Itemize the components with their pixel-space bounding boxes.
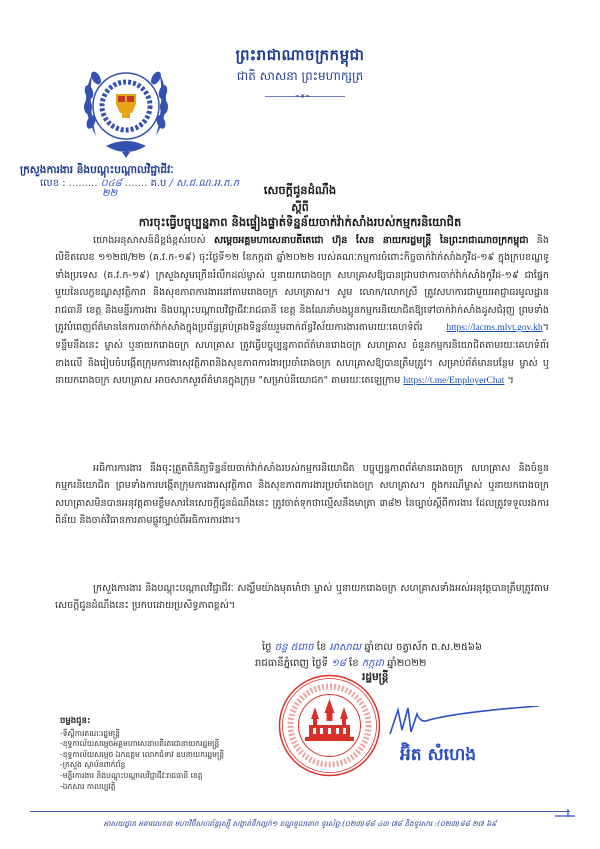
signature-icon	[385, 706, 545, 736]
ref-suffix: គ.ប	[150, 178, 167, 189]
signatory-name: អ៊ិត សំហេង	[400, 745, 477, 765]
national-motto: ជាតិ សាសនា ព្រះមហាក្សត្រ	[236, 69, 364, 83]
cc-item: -ទីស្ដីការគណៈរដ្ឋមន្ត្រី	[60, 728, 120, 738]
ref-slash: /	[169, 178, 173, 189]
cc-item: -ក្រសួង ស្ថាប័នពាក់ព័ន្ធ	[60, 760, 126, 770]
paragraph-1	[55, 232, 549, 391]
p1-end: ។	[504, 375, 514, 387]
month-label: ខែ	[349, 658, 359, 669]
p1-text2: ។ ទន្ទឹមនឹងនេះ ម្ចាស់ ឬនាយករោងចក្រ សហគ្រាស ត្រូវធ្វើបច្ចុប្បន្នភាពព័ត៌មានរោងចក្រ សហគ្រាស ចំនួនកម្មករនិយោជិតតាមរយៈគេហទំព័រខាងលើ និងរៀបចំបង្កើតក្រុមការងារសុវត្ថិភាពនិងសុខភាពការងារប្រចាំរោងចក្រ សហគ្រាសឱ្យបានត្រឹមត្រូវ។ សម្រាប់ព័ត៌មានបន្ថែម ម្ចាស់ ឬនាយករោងចក្រ សហគ្រាស អាចសាកសួរព័ត៌មានក្នុងក្រុម "សម្រាប់និយោជក" តាមរយៈតេឡេក្រាម	[55, 322, 549, 387]
date-place: រាជធានីភ្នំពេញ ថ្ងៃទី	[255, 658, 329, 669]
lunar-day-handwritten: ចន្ទ ៥រោច	[274, 642, 314, 653]
p1-text: និងលិខិតលេខ ១១២៧/២២ (គ.វ.ក-១៩) ចុះថ្ងៃទី១២ ខែកក្កដា ឆ្នាំ២០២២ របស់គណៈកម្មការចំពោះកិច្ចចាក់វ៉ាក់សាំងកូវីដ-១៩ ក្នុងក្របខណ្ឌទូទាំងប្រទេស (គ.វ.ក-១៩) ក្រសួងសូមក្រើនរំលឹកដល់ម្ចាស់ ឬនាយករោងចក្រ សហគ្រាសឱ្យបានជ្រាបថាការចាក់វ៉ាក់សាំងកូវីដ-១៩ ជាផ្នែកមួយនៃលក្ខខណ្ឌសុវត្ថិភាព និងសុខភាពការងារនៅតាមរោងចក្រ សហគ្រាស។ សូម លោក/លោកស្រី ត្រូវសហការជាមួយអាជ្ញាធរមូលដ្ឋានរាជធានី ខេត្ត និងមន្ទីរការងារ និងបណ្ដុះបណ្ដាលវិជ្ជាជីវៈរាជធានី ខេត្ត និងណែនាំបងប្អូនកម្មករនិយោជិតឱ្យទៅចាក់វ៉ាក់សាំងដូសជំរុញ ព្រមទាំងត្រូវបំពេញព័ត៌មាននៃការចាក់វ៉ាក់សាំងក្នុងប្រព័ន្ធគ្រប់គ្រងទិន្នន័យរួមពាក់ព័ន្ធវិស័យការងារតាមរយៈគេហទំព័រ	[55, 235, 549, 334]
ref-dots-2: .......	[125, 178, 148, 189]
kingdom-heading: ព្រះរាជាណាចក្រកម្ពុជា	[235, 46, 365, 64]
handwritten-signature	[385, 706, 545, 736]
paragraph-3	[55, 580, 549, 615]
initial-mark-icon	[555, 807, 575, 817]
ornament-divider	[265, 93, 345, 100]
date-year: ឆ្នាំ២០២២	[387, 658, 427, 669]
cc-list	[60, 716, 224, 792]
lunar-month-handwritten: អាសាឍ	[329, 642, 362, 653]
initial-mark	[555, 802, 575, 812]
footer-divider	[30, 811, 570, 812]
p1-intro: យោងអនុសាសន៍ដ៏ខ្ពង់ខ្ពស់របស់	[93, 235, 206, 246]
lunar-prefix: ថ្ងៃ	[262, 642, 272, 653]
telegram-link[interactable]: https://t.me/EmployerChat	[403, 376, 505, 387]
ministry-name: ក្រសួងការងារ និងបណ្ដុះបណ្ដាលវិជ្ជាជីវៈ	[20, 164, 174, 176]
cc-item: -ខុទ្ទកាល័យសម្ដេច ឯកឧត្ដម លោកជំទាវ ឧបនាយករដ្ឋមន្ត្រី	[60, 749, 225, 759]
paragraph-2	[55, 460, 549, 530]
about-label: ស្ដីពី	[291, 201, 309, 214]
lunar-date-line	[262, 640, 482, 655]
ref-year-handwritten: ២២	[102, 188, 118, 199]
lacms-link[interactable]: https://lacms.mlvt.gov.kh	[446, 323, 543, 334]
footer-address: អាសយដ្ឋាន អគារលេខ៣ មហាវិថីសហព័ន្ធរុស្ស៊ី សង្កាត់ទឹកល្អក់១ ខណ្ឌទួលគោក ទូរស័ព្ទ:(០២៣)៨៨ ៤៣ ៧៨ និងទូរសារ :(០២៣)៨៨ ២៧ ៦៩	[103, 819, 497, 828]
cc-item: -ឯកសារ កាលប្បវត្តិ	[60, 781, 116, 791]
ministry-logo	[78, 54, 174, 166]
ref-label: លេខ :	[40, 178, 66, 189]
ref-dots: .........	[68, 178, 98, 189]
p1-bold-title: សម្ដេចអគ្គមហាសេនាបតីតេជោ ហ៊ុន សែន នាយករដ្ឋមន្ត្រី នៃព្រះរាជាណាចក្រកម្ពុជា	[213, 235, 529, 246]
month-handwritten: កក្កដា	[361, 658, 384, 669]
p3-text: ក្រសួងការងារ និងបណ្ដុះបណ្ដាលវិជ្ជាជីវៈ សង្ឃឹមយ៉ាងមុតមាំថា ម្ចាស់ ឬនាយករោងចក្រ សហគ្រាសទាំងអស់អនុវត្តបានត្រឹមត្រូវតាមសេចក្ដីជូនដំណឹងនេះ ប្រកបដោយប្រសិទ្ធភាពខ្ពស់។	[55, 583, 549, 612]
cc-item: -ខុទ្ទកាល័យសម្ដេចអគ្គមហាសេនាបតីតេជោនាយករដ្ឋមន្ត្រី	[60, 739, 220, 749]
day-handwritten: ១៨	[331, 658, 346, 669]
p2-text: អធិការការងារ នឹងចុះត្រួតពិនិត្យទិន្នន័យចាក់វ៉ាក់សាំងរបស់កម្មករនិយោជិត បច្ចុប្បន្នភាពព័ត៌មានរោងចក្រ សហគ្រាស និងចំនួនកម្មករនិយោជិត ព្រមទាំងការបង្កើតក្រុមការងារសុវត្ថិភាព និងសុខភាពការងារប្រចាំរោងចក្រ សហគ្រាស។ ក្នុងករណីម្ចាស់ ឬនាយករោងចក្រ សហគ្រាសមិនបានអនុវត្តតាមខ្លឹមសារនៃសេចក្ដីជូនដំណឹងនេះ ត្រូវចាត់ទុកថាល្មើសនឹងមាត្រា ៣៨២ នៃច្បាប់ស្ដីពីការងារ ដែលត្រូវទទួលរងការពិន័យ និងចាត់វិធានការតាមផ្លូវច្បាប់ពីអធិការការងារ។	[55, 463, 549, 527]
official-seal	[277, 673, 382, 778]
lunar-year: ឆ្នាំខាល ចត្វាស័ក ព.ស.២៥៦៦	[364, 642, 483, 653]
ornament-icon: ❧❦❧	[295, 93, 311, 100]
document-subject: ការចុះធ្វើបច្ចុប្បន្នភាព និងផ្ទៀងផ្ទាត់ទិន្នន័យចាក់វ៉ាក់សាំងរបស់កម្មករនិយោជិត	[138, 215, 462, 229]
ref-number-handwritten: ០៤៨	[100, 178, 122, 189]
seal-angkor-icon	[277, 673, 382, 778]
ministry-emblem-icon	[78, 54, 174, 166]
solar-date-line	[255, 656, 426, 671]
lunar-month-label: ខែ	[316, 642, 327, 653]
ref-code-handwritten: ស.ជ.ណ.អ.ភ.ក	[176, 178, 240, 189]
cc-item: -មន្ទីរការងារ និងបណ្ដុះបណ្ដាលវិជ្ជាជីវៈរាជធានី ខេត្ត	[60, 770, 203, 780]
document-type: សេចក្ដីជូនដំណឹង	[263, 183, 337, 197]
minister-title: រដ្ឋមន្ត្រី	[362, 671, 389, 683]
cc-title: ចម្លងជូន:	[60, 716, 91, 726]
